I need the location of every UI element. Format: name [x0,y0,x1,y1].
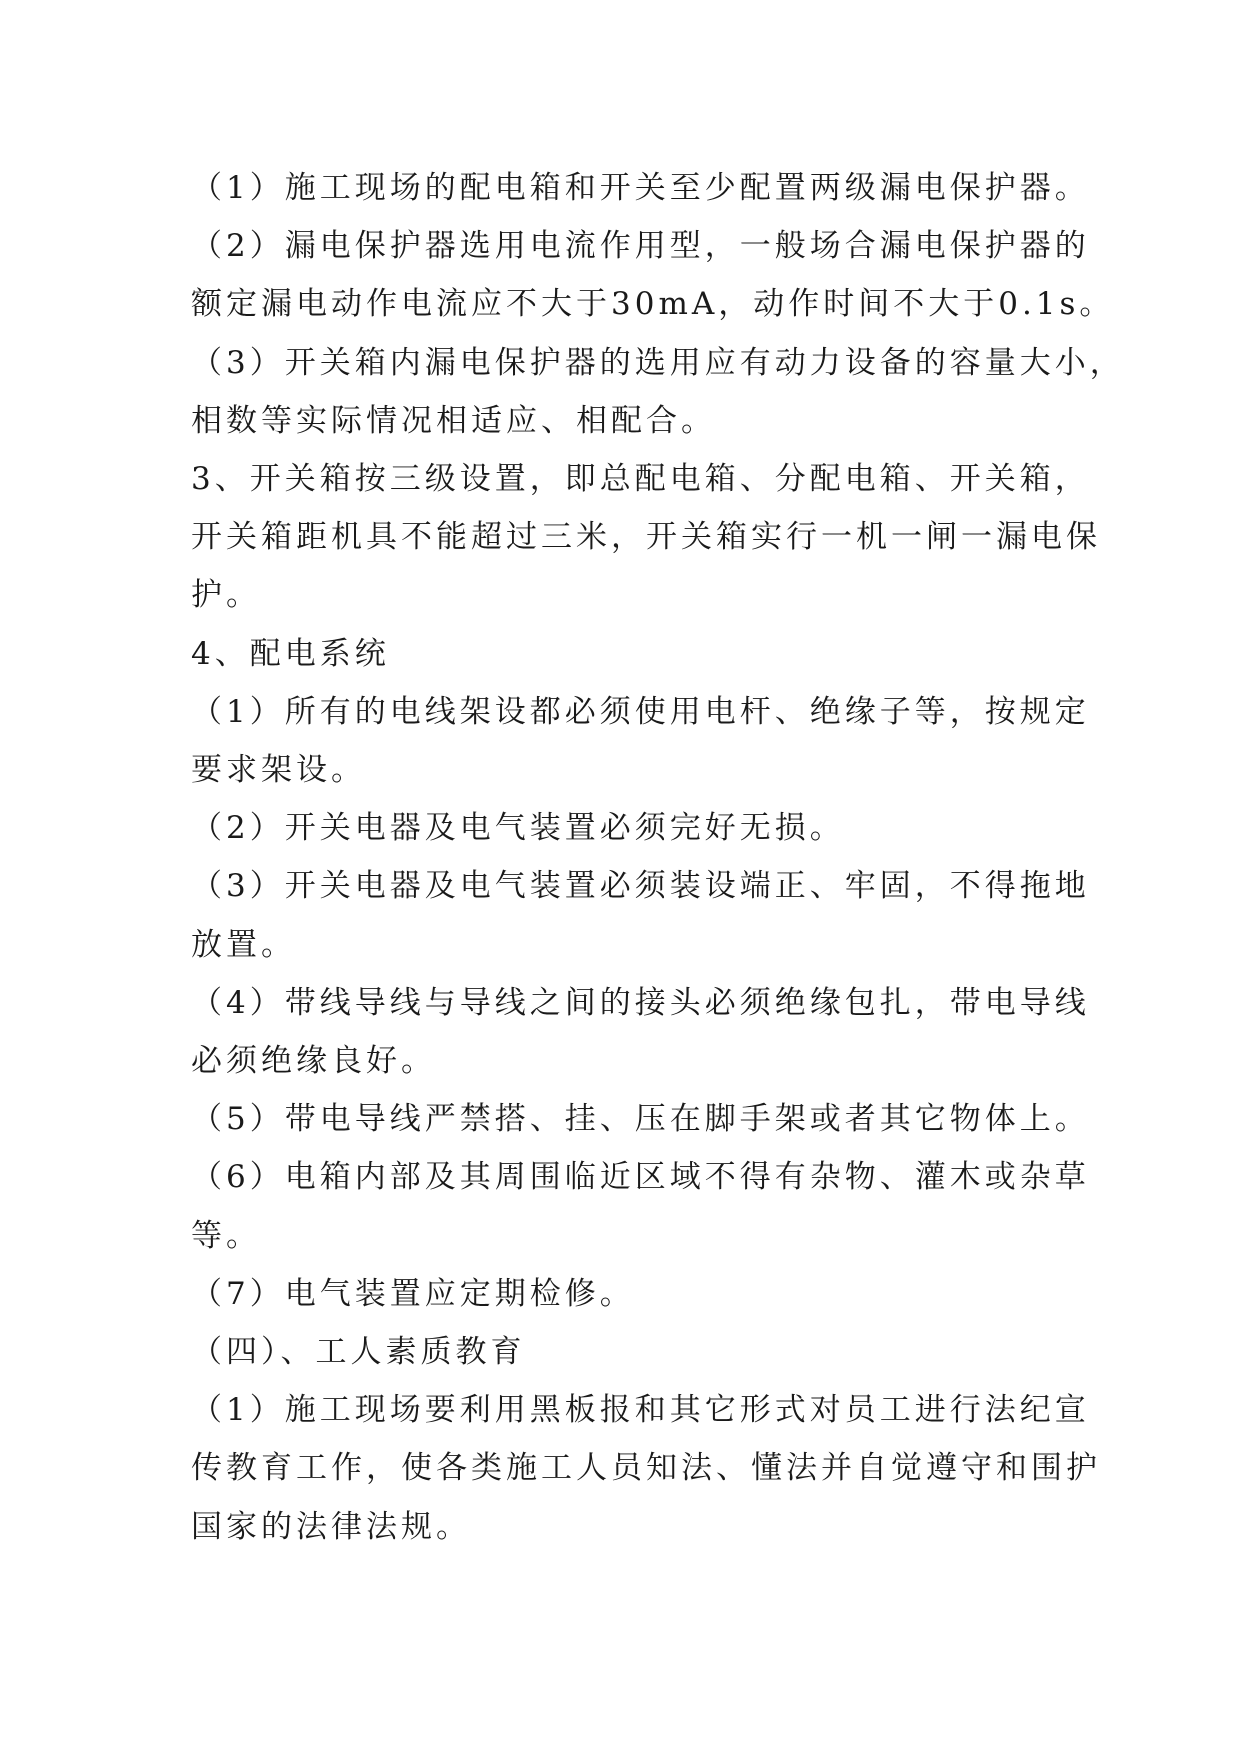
text-line: （4）带线导线与导线之间的接头必须绝缘包扎，带电导线 [191,985,1090,1021]
text-line: 传教育工作，使各类施工人员知法、懂法并自觉遵守和围护 [191,1450,1101,1486]
text-line: 相数等实际情况相适应、相配合。 [191,403,716,439]
text-line: 3、开关箱按三级设置，即总配电箱、分配电箱、开关箱， [191,461,1090,497]
text-line: （1）所有的电线架设都必须使用电杆、绝缘子等，按规定 [191,694,1090,730]
text-line: （1）施工现场要利用黑板报和其它形式对员工进行法纪宣 [191,1392,1090,1428]
text-line: （7）电气装置应定期检修。 [191,1276,635,1312]
section-heading: （四）、工人素质教育 [191,1334,526,1370]
text-line: （6）电箱内部及其周围临近区域不得有杂物、灌木或杂草 [191,1159,1090,1195]
text-line: （3）开关箱内漏电保护器的选用应有动力设备的容量大小， [191,345,1125,381]
text-line: 要求架设。 [191,752,366,788]
text-line: 国家的法律法规。 [191,1509,471,1545]
text-line: （5）带电导线严禁搭、挂、压在脚手架或者其它物体上。 [191,1101,1090,1137]
text-line: 放置。 [191,927,296,963]
text-line: （2）漏电保护器选用电流作用型，一般场合漏电保护器的 [191,228,1090,264]
text-line: （1）施工现场的配电箱和开关至少配置两级漏电保护器。 [191,170,1090,206]
section-heading: 4、配电系统 [191,636,390,672]
text-line: 额定漏电动作电流应不大于30mA，动作时间不大于0.1s。 [191,286,1115,322]
text-line: （3）开关电器及电气装置必须装设端正、牢固，不得拖地 [191,868,1090,904]
text-line: 开关箱距机具不能超过三米，开关箱实行一机一闸一漏电保 [191,519,1101,555]
text-line: （2）开关电器及电气装置必须完好无损。 [191,810,845,846]
text-line: 护。 [191,577,261,613]
text-line: 必须绝缘良好。 [191,1043,436,1079]
text-line: 等。 [191,1218,261,1254]
